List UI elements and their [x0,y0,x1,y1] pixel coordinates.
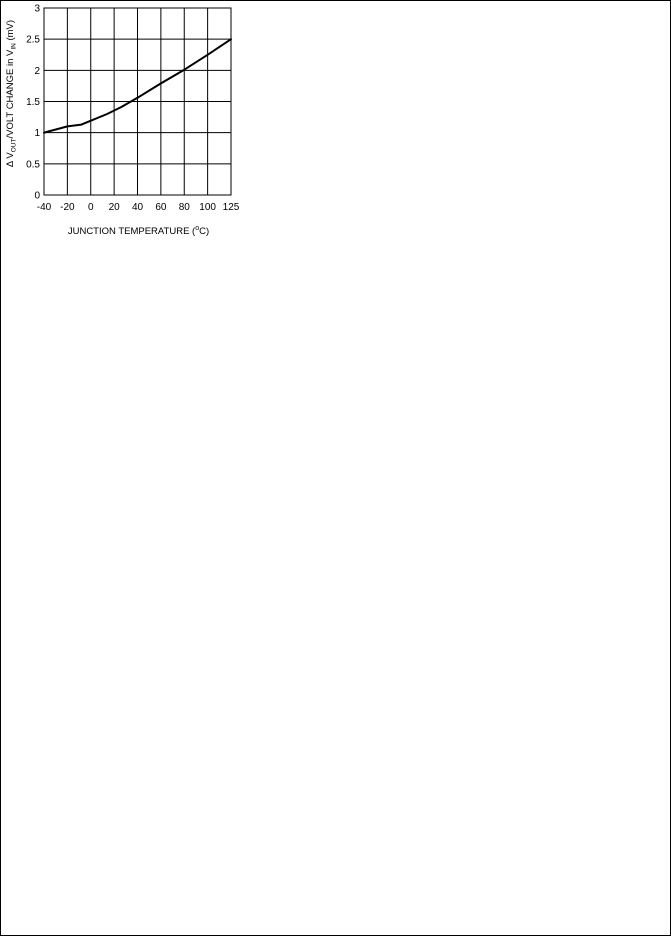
x-axis-label [68,225,209,237]
x-tick-label: 100 [199,202,216,213]
x-tick-label: 20 [108,202,120,213]
x-axis-label-sup: o [195,225,200,232]
chart [1,1,671,937]
y-tick-label: 2 [34,65,40,77]
y-tick-labels [26,4,40,202]
y-tick-label: 2.5 [26,34,40,46]
y-tick-label: 3 [34,3,40,15]
y-tick-label: 1 [34,128,40,140]
y-tick-label: 0.5 [26,159,40,171]
x-tick-label: 0 [87,202,94,213]
x-tick-label: -20 [60,202,75,213]
x-tick-label: 125 [222,202,240,213]
y-axis-label-part: OUT [10,138,18,153]
x-tick-label: 80 [178,202,190,213]
grid [44,8,231,195]
y-axis-label-part: /VOLT CHANGE in V [5,49,16,139]
y-tick-label: 0 [34,190,40,202]
x-tick-label: 60 [155,202,167,213]
y-axis-label-part: (mV) [5,19,16,44]
x-axis-label-suffix: C) [199,226,210,237]
y-axis-label-part: Δ V [5,152,16,168]
x-tick-label: -40 [36,202,52,213]
x-tick-labels [37,202,240,213]
y-tick-label: 1.5 [26,97,40,108]
y-axis-label-part: IN [10,43,18,50]
y-axis-label [5,20,18,167]
x-tick-label: 40 [131,202,144,213]
x-axis-label-text: JUNCTION TEMPERATURE ( [67,226,196,237]
